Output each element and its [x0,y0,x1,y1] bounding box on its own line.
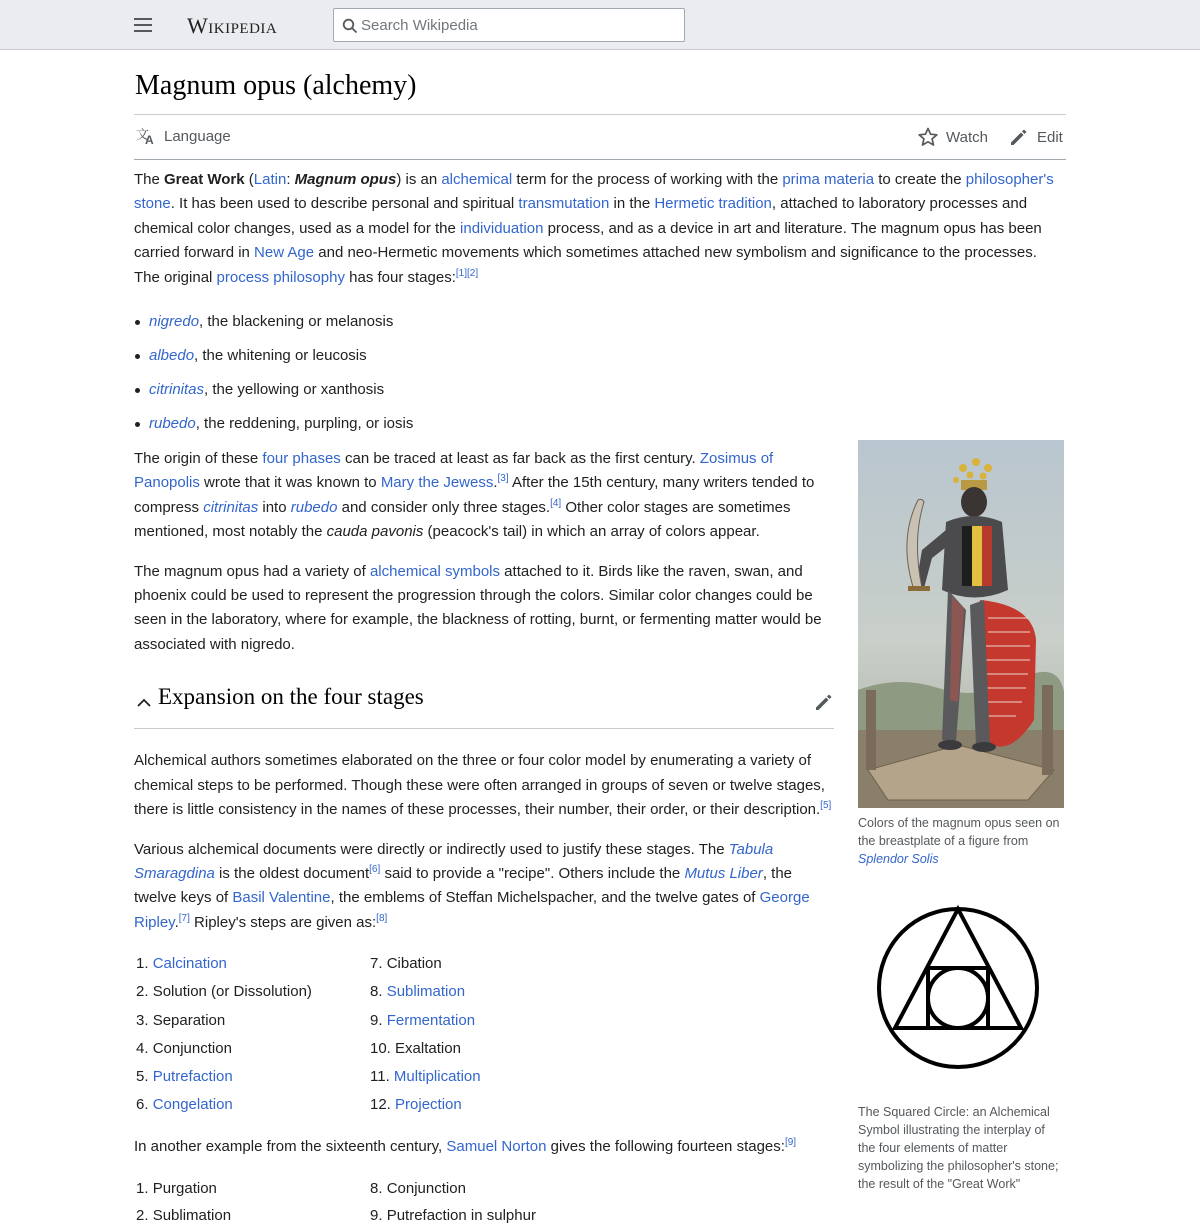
edit-button[interactable] [1009,127,1063,147]
figure-squared-circle [858,902,1064,1193]
link-mutus-liber[interactable]: Mutus Liber [684,864,763,882]
bold-term: Great Work [164,171,245,188]
section-edit-icon[interactable] [814,692,834,712]
step-label: Solution (or Dissolution) [152,983,312,1001]
list-item: rubedo, the reddening, purpling, or iosis [134,407,1066,441]
step-link[interactable]: Sublimation [386,983,466,1001]
list-item: albedo, the whitening or leucosis [134,339,1066,373]
norton-paragraph: In another example from the sixteenth century, Samuel Norton gives the following fourteen stages:[9] [134,1137,797,1156]
link-samuel-norton[interactable]: Samuel Norton [446,1138,547,1156]
list-item: 7. Cibation [370,955,442,973]
documents-paragraph: Various alchemical documents were directly or indirectly used to justify these stages. The Tabula Smaragdina is the oldest document[6] said to provide a "recipe". Others include the Mutus Liber, the twelve keys of Basil Valentine, the emblems of Steffan Michelspacher, and the twelve gates of George Ripley.[7] Ripley's steps are given as:[8] [134,840,810,931]
search-input[interactable] [361,9,676,41]
ref-9[interactable]: [9] [784,1137,797,1149]
ref-2[interactable]: [2] [467,267,479,279]
list-item: 2. Solution (or Dissolution) [136,983,312,1001]
list-item: 8. Sublimation [370,983,466,1001]
list-item: 1. Purgation [136,1179,217,1197]
ref-7[interactable]: [7] [178,912,190,924]
figure-caption: Colors of the magnum opus seen on the breastplate of a figure from Splendor Solis [858,816,1060,866]
list-item: 9. Putrefaction in sulphur [370,1206,536,1224]
list-item: 3. Separation [136,1011,226,1029]
list-item: 9. Fermentation [370,1011,476,1029]
ref-8[interactable]: [8] [376,912,388,924]
list-item: 5. Putrefaction [136,1067,233,1085]
list-item: 11. Multiplication [370,1067,481,1085]
link-albedo[interactable]: albedo [149,347,195,365]
link-four-phases[interactable]: four phases [262,450,341,468]
stages-list [134,305,1066,441]
page-toolbar [134,114,1066,160]
page-title: Magnum opus (alchemy) [135,70,417,101]
step-label: Exaltation [395,1039,461,1057]
step-label: Putrefaction in sulphur [386,1206,536,1224]
section-heading: Expansion on the four stages [158,684,424,710]
list-item: 12. Projection [370,1096,462,1114]
main-column [134,447,834,1229]
language-label: Language [164,127,231,145]
link-nigredo[interactable]: nigredo [149,313,200,331]
list-item: 4. Conjunction [136,1039,232,1057]
list-item: 8. Conjunction [370,1179,466,1197]
edit-label: Edit [1037,128,1063,146]
step-label: Conjunction [152,1039,232,1057]
origin-paragraph: The origin of these four phases can be traced at least as far back as the first century. Zosimus of Panopolis wrote that it was known to Mary the Jewess.[3] After the 15th century, many writers tended to compress citrinitas into rubedo and consider only three stages.[4] Other color stages are sometimes mentioned, most notably the cauda pavonis (peacock's tail) in which an array of colors appear. [134,450,815,541]
step-link[interactable]: Multiplication [393,1067,481,1085]
link-latin[interactable]: Latin [253,171,287,188]
language-icon [136,127,156,145]
step-label: Conjunction [386,1179,466,1197]
link-philosophers-stone[interactable]: philosopher's stone [134,171,1054,213]
step-label: Cibation [386,955,442,973]
ref-1[interactable]: [1] [455,267,467,279]
step-link[interactable]: Putrefaction [152,1067,233,1085]
watch-label: Watch [946,128,988,146]
link-alchemical[interactable]: alchemical [441,171,513,188]
link-tabula-smaragdina[interactable]: Tabula Smaragdina [134,840,774,882]
link-rubedo[interactable]: rubedo [149,415,196,433]
list-item: 6. Congelation [136,1096,233,1114]
step-label: Sublimation [152,1206,232,1224]
language-button[interactable] [136,127,231,145]
link-prima-materia[interactable]: prima materia [782,171,875,188]
chevron-up-icon[interactable] [136,695,152,711]
list-item: 1. Calcination [136,955,227,973]
step-label: Purgation [152,1179,217,1197]
figure-caption: The Squared Circle: an Alchemical Symbol illustrating the interplay of the four elements of matter symbolizing the philosopher's stone; the result of the "Great Work" [858,1105,1059,1191]
step-link[interactable]: Projection [395,1096,462,1114]
list-item: 10. Exaltation [370,1039,461,1057]
link-individuation[interactable]: individuation [460,219,544,237]
link-hermetic-tradition[interactable]: Hermetic tradition [654,195,772,213]
main-menu-icon[interactable] [134,17,152,33]
section-header[interactable] [134,679,834,729]
ripley-steps-list [136,950,834,1119]
star-icon [918,127,938,147]
link-process-philosophy[interactable]: process philosophy [216,268,345,286]
link-transmutation[interactable]: transmutation [518,195,610,213]
squared-circle-symbol[interactable] [858,902,1064,1092]
watch-button[interactable] [918,127,988,147]
ref-5[interactable]: [5] [820,800,832,812]
step-link[interactable]: Congelation [152,1096,233,1114]
link-george-ripley[interactable]: George Ripley [134,889,810,931]
step-link[interactable]: Fermentation [386,1011,476,1029]
ref-6[interactable]: [6] [369,863,381,875]
svg-text:文: 文 [136,127,150,142]
link-citrinitas-2[interactable]: citrinitas [203,498,259,516]
symbols-paragraph: The magnum opus had a variety of alchemical symbols attached to it. Birds like the raven, swan, and phoenix could be used to represent the progression through the colors. Similar color changes could be seen in the laboratory, where for example, the blackness of rotting, burnt, or fermenting matter would be associated with nigredo. [134,562,822,653]
figure-splendor-solis [858,440,1064,868]
link-zosimus[interactable]: Zosimus of Panopolis [134,450,774,492]
norton-steps-list [136,1175,834,1229]
wikipedia-wordmark[interactable]: Wikipedia [187,13,278,38]
link-splendor-solis[interactable]: Splendor Solis [858,852,939,866]
list-item: citrinitas, the yellowing or xanthosis [134,373,1066,407]
pencil-icon [1009,127,1029,147]
elaboration-paragraph: Alchemical authors sometimes elaborated on the three or four color model by enumerating a variety of chemical steps to be performed. Though these were often arranged in groups of seven or twelve stages, there is little consistency in the names of these processes, their number, their order, or their description.[5] [134,752,832,819]
step-link[interactable]: Calcination [152,955,227,973]
ref-4[interactable]: [4] [550,497,562,509]
link-mary-the-jewess[interactable]: Mary the Jewess [380,474,494,492]
splendor-solis-image[interactable] [858,440,1064,808]
ref-3[interactable]: [3] [497,473,509,485]
intro-paragraph: The Great Work (Latin: Magnum opus) is an alchemical term for the process of working with the prima materia to create the philosopher's stone. It has been used to describe personal and spiritual transmutation in the Hermetic tradition, attached to laboratory processes and chemical color changes, used as a model for the individuation process, and as a device in art and literature. The magnum opus has been carried forward in New Age and neo-Hermetic movements which sometimes attached new symbolism and significance to the processes. The original process philosophy has four stages:[1][2] [134,171,1054,286]
link-rubedo-2[interactable]: rubedo [290,498,338,516]
link-basil-valentine[interactable]: Basil Valentine [232,889,331,907]
list-item: nigredo, the blackening or melanosis [134,305,1066,339]
step-label: Separation [152,1011,226,1029]
bold-term-latin: Magnum opus [294,171,397,188]
search-icon [342,18,358,34]
link-alchemical-symbols[interactable]: alchemical symbols [369,562,501,580]
link-citrinitas[interactable]: citrinitas [149,381,205,399]
site-header [0,0,1200,50]
link-new-age[interactable]: New Age [254,244,315,262]
list-item: 2. Sublimation [136,1206,232,1224]
search-box[interactable] [333,8,685,42]
svg-text:A: A [145,133,154,147]
